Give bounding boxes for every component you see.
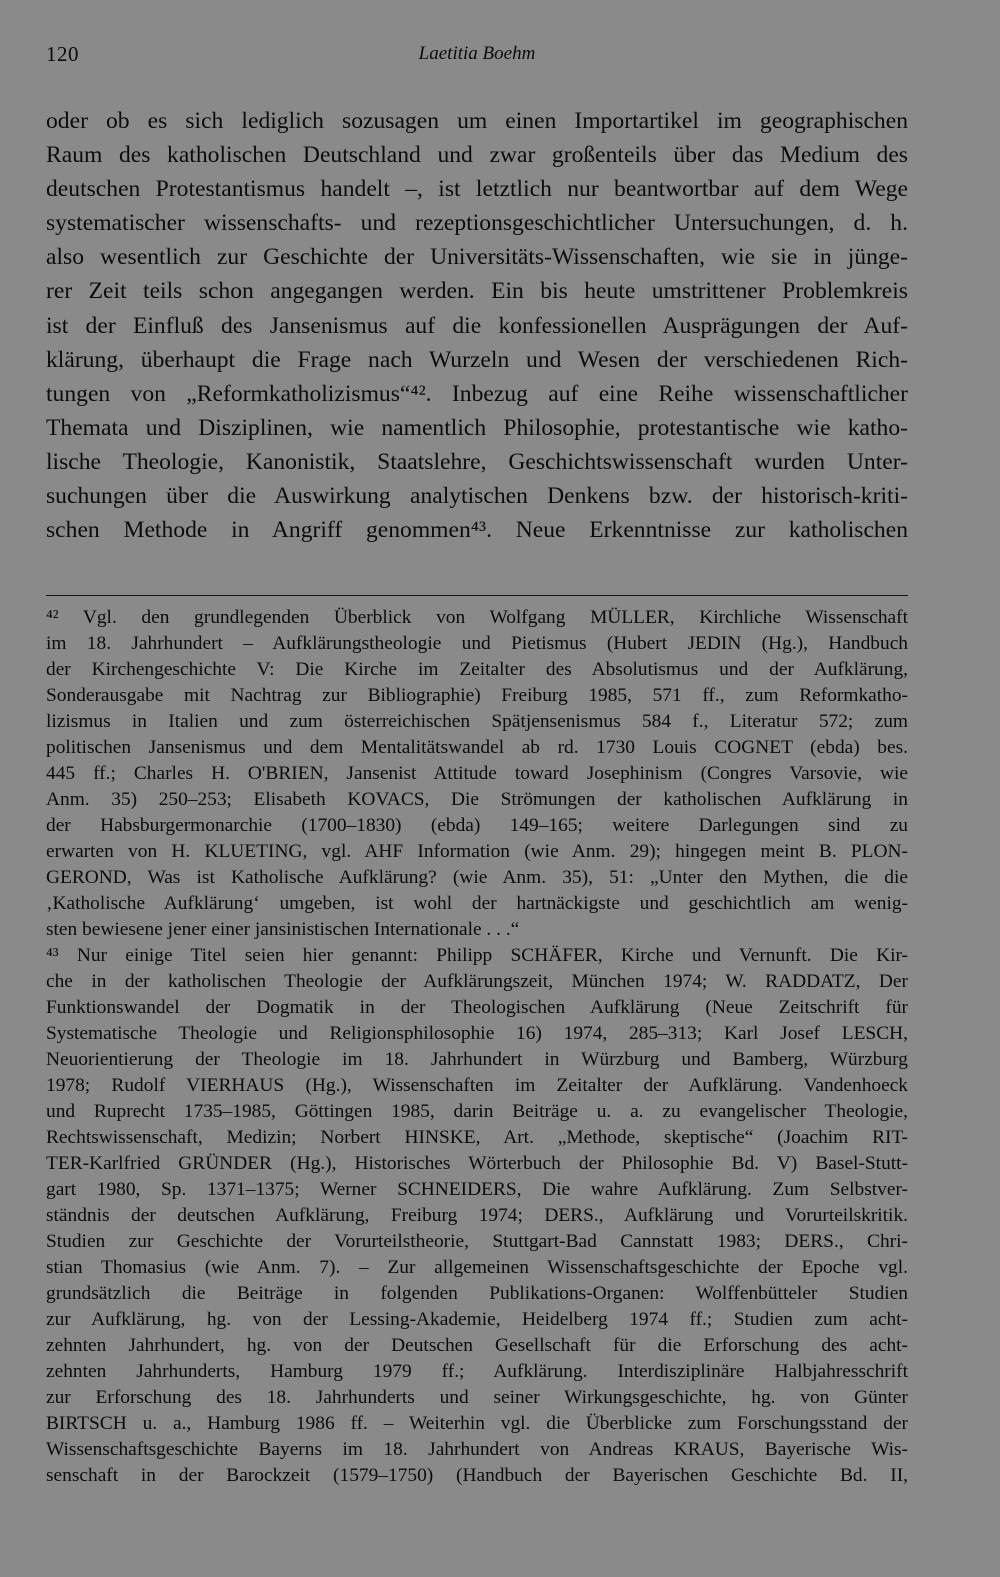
footnote-line: ⁴³ Nur einige Titel seien hier genannt: Philipp SCHÄFER, Kirche und Vernunft. Die Kir- [46, 945, 908, 966]
footnote-line: zehnten Jahrhundert, hg. von der Deutschen Gesellschaft für die Erforschung des acht- [46, 1335, 908, 1356]
footnote-line: politischen Jansenismus und dem Mentalitätswandel ab rd. 1730 Louis COGNET (ebda) bes. [46, 737, 908, 758]
footnotes [46, 605, 908, 1489]
body-line: klärung, überhaupt die Frage nach Wurzeln und Wesen der verschiedenen Rich- [46, 346, 908, 373]
footnote-line: ständnis der deutschen Aufklärung, Freiburg 1974; DERS., Aufklärung und Vorurteilskritik. [46, 1205, 908, 1226]
running-head-author: Laetitia Boehm [418, 43, 536, 64]
footnote-line: Studien zur Geschichte der Vorurteilstheorie, Stuttgart-Bad Cannstatt 1983; DERS., Chri- [46, 1231, 908, 1252]
footnote-line: TER-Karlfried GRÜNDER (Hg.), Historisches Wörterbuch der Philosophie Bd. V) Basel-Stutt- [46, 1153, 908, 1174]
footnote-line: Neuorientierung der Theologie im 18. Jahrhundert in Würzburg und Bamberg, Würzburg [46, 1049, 908, 1070]
footnote-line: zehnten Jahrhunderts, Hamburg 1979 ff.; Aufklärung. Interdisziplinäre Halbjahresschrift [46, 1361, 908, 1382]
footnote-line: GEROND, Was ist Katholische Aufklärung? (wie Anm. 35), 51: „Unter den Mythen, die die [46, 867, 908, 888]
footnote-line: Systematische Theologie und Religionsphilosophie 16) 1974, 285–313; Karl Josef LESCH, [46, 1023, 908, 1044]
footnote-line: Sonderausgabe mit Nachtrag zur Bibliographie) Freiburg 1985, 571 ff., zum Reformkatho- [46, 685, 908, 706]
footnote-line: erwarten von H. KLUETING, vgl. AHF Information (wie Anm. 29); hingegen meint B. PLON- [46, 841, 908, 862]
footnote-line: senschaft in der Barockzeit (1579–1750) (Handbuch der Bayerischen Geschichte Bd. II, [46, 1465, 908, 1486]
body-text [46, 104, 908, 547]
footnote-line: Anm. 35) 250–253; Elisabeth KOVACS, Die Strömungen der katholischen Aufklärung in [46, 789, 908, 810]
body-line: oder ob es sich lediglich sozusagen um einen Importartikel im geographischen [46, 108, 908, 134]
footnote-line: und Ruprecht 1735–1985, Göttingen 1985, darin Beiträge u. a. zu evangelischer Theologie, [46, 1101, 908, 1122]
footnote-line: lizismus in Italien und zum österreichischen Spätjensenismus 584 f., Literatur 572; zum [46, 711, 908, 732]
page-number: 120 [46, 42, 79, 66]
body-line: tungen von „Reformkatholizismus“⁴². Inbezug auf eine Reihe wissenschaftlicher [46, 380, 908, 407]
body-line: lische Theologie, Kanonistik, Staatslehre, Geschichtswissenschaft wurden Unter- [46, 448, 908, 475]
body-line: ist der Einfluß des Jansenismus auf die konfessionellen Ausprägungen der Auf- [46, 312, 908, 339]
body-line: deutschen Protestantismus handelt –, ist letztlich nur beantwortbar auf dem Wege [46, 176, 908, 203]
footnote-line: Rechtswissenschaft, Medizin; Norbert HINSKE, Art. „Methode, skeptische“ (Joachim RIT- [46, 1127, 908, 1148]
footnote-line: stian Thomasius (wie Anm. 7). – Zur allgemeinen Wissenschaftsgeschichte der Epoche vgl. [46, 1257, 908, 1278]
body-line: also wesentlich zur Geschichte der Universitäts-Wissenschaften, wie sie in jünge- [46, 244, 908, 271]
footnote-line: sten bewiesene jener einer jansinistischen Internationale . . .“ [46, 919, 520, 940]
footnote-line: 445 ff.; Charles H. O'BRIEN, Jansenist Attitude toward Josephinism (Congres Varsovie, wie [46, 763, 908, 784]
footnote-line: zur Erforschung des 18. Jahrhunderts und seiner Wirkungsgeschichte, hg. von Günter [46, 1387, 908, 1408]
body-line: suchungen über die Auswirkung analytischen Denkens bzw. der historisch-kriti- [46, 483, 908, 510]
footnote-line: 1978; Rudolf VIERHAUS (Hg.), Wissenschaften im Zeitalter der Aufklärung. Vandenhoeck [46, 1075, 908, 1096]
footnote-line: gart 1980, Sp. 1371–1375; Werner SCHNEIDERS, Die wahre Aufklärung. Zum Selbstver- [46, 1179, 908, 1200]
footnote-line: im 18. Jahrhundert – Aufklärungstheologie und Pietismus (Hubert JEDIN (Hg.), Handbuch [46, 633, 908, 654]
running-head [46, 42, 908, 72]
body-line: Raum des katholischen Deutschland und zwar großenteils über das Medium des [46, 142, 908, 169]
body-line: rer Zeit teils schon angegangen werden. Ein bis heute umstrittener Problemkreis [46, 278, 908, 305]
footnote-line: zur Aufklärung, hg. von der Lessing-Akademie, Heidelberg 1974 ff.; Studien zum acht- [46, 1309, 908, 1330]
body-line: systematischer wissenschafts- und rezeptionsgeschichtlicher Untersuchungen, d. h. [46, 210, 908, 237]
footnote-line: Funktionswandel der Dogmatik in der Theologischen Aufklärung (Neue Zeitschrift für [46, 997, 908, 1018]
footnote-line: ⁴² Vgl. den grundlegenden Überblick von Wolfgang MÜLLER, Kirchliche Wissenschaft [46, 607, 908, 628]
footnote-line: der Habsburgermonarchie (1700–1830) (ebda) 149–165; weitere Darlegungen sind zu [46, 815, 908, 836]
footnote-line: der Kirchengeschichte V: Die Kirche im Zeitalter des Absolutismus und der Aufklärung, [46, 659, 908, 680]
footnote-line: ‚Katholische Aufklärung‘ umgeben, ist wohl der hartnäckigste und geschichtlich am wenig- [46, 893, 908, 914]
footnote-line: che in der katholischen Theologie der Aufklärungszeit, München 1974; W. RADDATZ, Der [46, 971, 908, 992]
footnote-line: BIRTSCH u. a., Hamburg 1986 ff. – Weiterhin vgl. die Überblicke zum Forschungsstand der [46, 1413, 908, 1434]
body-line: schen Methode in Angriff genommen⁴³. Neue Erkenntnisse zur katholischen [46, 517, 908, 544]
footnote-line: grundsätzlich die Beiträge in folgenden Publikations-Organen: Wolffenbütteler Studien [46, 1283, 908, 1304]
body-line: Themata und Disziplinen, wie namentlich Philosophie, protestantische wie katho- [46, 414, 908, 441]
footnote-line: Wissenschaftsgeschichte Bayerns im 18. Jahrhundert von Andreas KRAUS, Bayerische Wis- [46, 1439, 908, 1460]
footnote-separator-rule [46, 595, 908, 596]
